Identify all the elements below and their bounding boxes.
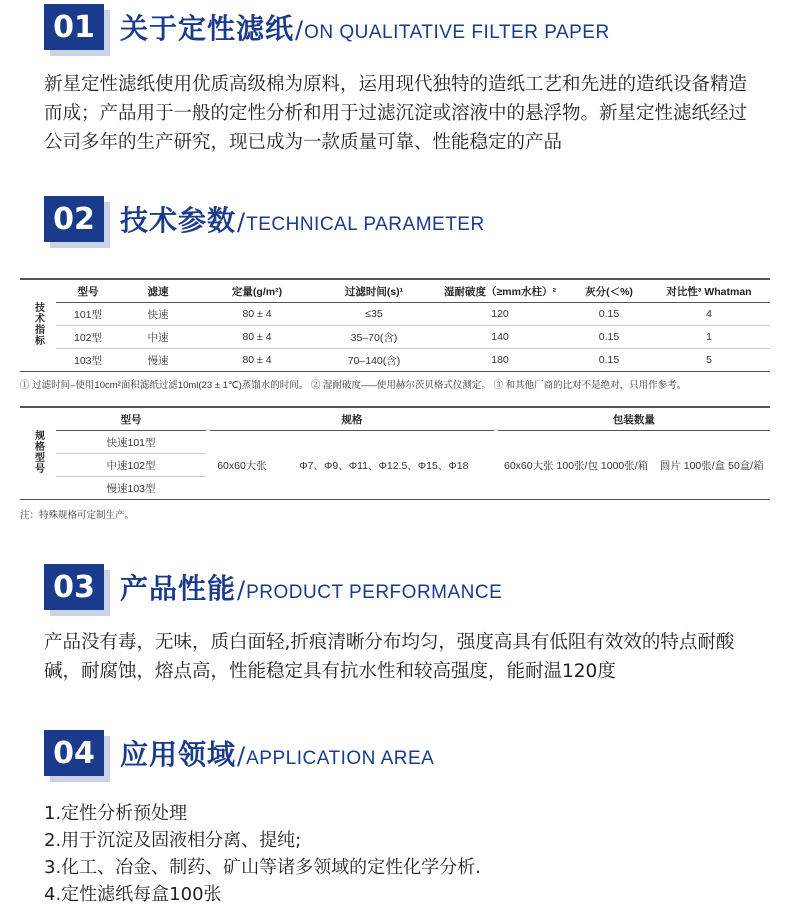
table-cell: 5 — [706, 354, 712, 366]
tech-table-note: ① 过滤时间–使用10cm²面积滤纸过滤10ml(23 ± 1℃)蒸馏水的时间。 ② 湿耐破度–––使用赫尔茨贝格式仪测定。 ③ 和其他厂商的比对不是绝对，只用作参考。 — [20, 380, 687, 391]
column-header: 灰分(＜%) — [585, 285, 633, 298]
table-cell: 慢速103型 — [106, 482, 156, 495]
table-cell: 70–140(含) — [347, 354, 401, 367]
table-cell: 120 — [491, 308, 509, 320]
spec-size: 60x60大张 — [217, 459, 267, 472]
table-cell: 中速 — [147, 331, 169, 344]
section-header-03 — [44, 564, 502, 610]
title-slash: / — [237, 576, 246, 604]
section-number-badge: 02 — [44, 196, 104, 242]
section-title-cn: 技术参数 — [120, 204, 237, 237]
tech-parameter-table — [20, 278, 770, 372]
section-title-cn: 应用领域 — [120, 738, 237, 771]
column-header: 型号 — [77, 285, 99, 298]
table-cell: 35–70(含) — [350, 331, 398, 344]
application-item: 3.化工、冶金、制药、矿山等诸多领域的定性化学分析. — [44, 857, 481, 878]
table-cell: 180 — [491, 354, 509, 366]
table-cell: 80 ± 4 — [242, 308, 272, 320]
table-cell: 中速102型 — [56, 454, 206, 477]
section-header-01 — [44, 4, 610, 50]
table-cell: 4 — [706, 308, 712, 320]
section-title-en: TECHNICAL PARAMETER — [246, 214, 485, 235]
section-number-badge: 04 — [44, 730, 104, 776]
column-header: 对比性³ Whatman — [666, 285, 752, 298]
column-header: 规格 — [210, 407, 494, 431]
table-cell: 快速 — [147, 308, 169, 321]
spec-side-label: 规格型号 — [32, 430, 44, 474]
table-cell: 140 — [491, 331, 509, 343]
section-title-cn: 关于定性滤纸 — [120, 12, 295, 45]
performance-paragraph: 产品没有毒，无味，质白面轻,折痕清晰分布均匀，强度高具有低阻有效效的特点耐酸碱，耐腐蚀，熔点高，性能稳定具有抗水性和较高强度，能耐温120度 — [44, 632, 735, 682]
title-slash: / — [295, 16, 304, 44]
application-item: 2.用于沉淀及固液相分离、提纯; — [44, 830, 302, 851]
table-cell: ≤35 — [365, 308, 383, 320]
table-cell: 0.15 — [598, 308, 620, 320]
column-header: 滤速 — [147, 285, 169, 298]
section-header-02 — [44, 196, 485, 242]
spec-table-note: 注：特殊规格可定制生产。 — [20, 510, 135, 521]
column-header: 定量(g/m²) — [231, 285, 283, 298]
column-header: 湿耐破度（≥mm水柱）² — [444, 285, 556, 298]
spec-circles: Φ7、Φ9、Φ11、Φ12.5、Φ15、Φ18 — [299, 459, 469, 472]
title-slash: / — [237, 208, 246, 236]
section-number-badge: 03 — [44, 564, 104, 610]
section-number-badge: 01 — [44, 4, 104, 50]
application-item: 4.定性滤纸每盒100张 — [44, 884, 222, 905]
table-cell: 80 ± 4 — [242, 354, 272, 366]
table-cell: 慢速 — [147, 354, 169, 367]
application-item: 1.定性分析预处理 — [44, 803, 188, 824]
table-cell: 快速101型 — [56, 431, 206, 454]
table-cell: 101型 — [73, 308, 103, 321]
table-cell: 103型 — [73, 354, 103, 367]
column-header: 过滤时间(s)¹ — [344, 285, 404, 298]
column-header: 包装数量 — [498, 407, 770, 431]
section-title-en: ON QUALITATIVE FILTER PAPER — [304, 22, 610, 43]
table-cell: 1 — [706, 331, 712, 343]
section-title-en: APPLICATION AREA — [246, 748, 435, 769]
table-row — [20, 431, 770, 454]
section-title-en: PRODUCT PERFORMANCE — [246, 582, 503, 603]
table-cell: 102型 — [73, 331, 103, 344]
pack-circle: 圆片 100张/盒 50盒/箱 — [659, 459, 764, 472]
tech-side-label: 技术指标 — [32, 302, 44, 346]
table-cell: 80 ± 4 — [242, 331, 272, 343]
title-slash: / — [237, 742, 246, 770]
spec-table — [20, 406, 770, 500]
table-row — [20, 349, 770, 372]
intro-paragraph: 新星定性滤纸使用优质高级棉为原料，运用现代独特的造纸工艺和先进的造纸设备精造而成；产品用于一般的定性分析和用于过滤沉淀或溶液中的悬浮物。新星定性滤纸经过公司多年的生产研究，现已成为一款质量可靠、性能稳定的产品 — [44, 74, 748, 153]
table-cell: 0.15 — [598, 331, 620, 343]
table-cell: 0.15 — [598, 354, 620, 366]
section-header-04 — [44, 730, 434, 776]
column-header: 型号 — [56, 407, 206, 431]
section-title-cn: 产品性能 — [120, 572, 237, 605]
pack-sheet: 60x60大张 100张/包 1000张/箱 — [504, 459, 649, 472]
table-row — [20, 303, 770, 326]
table-row — [20, 326, 770, 349]
